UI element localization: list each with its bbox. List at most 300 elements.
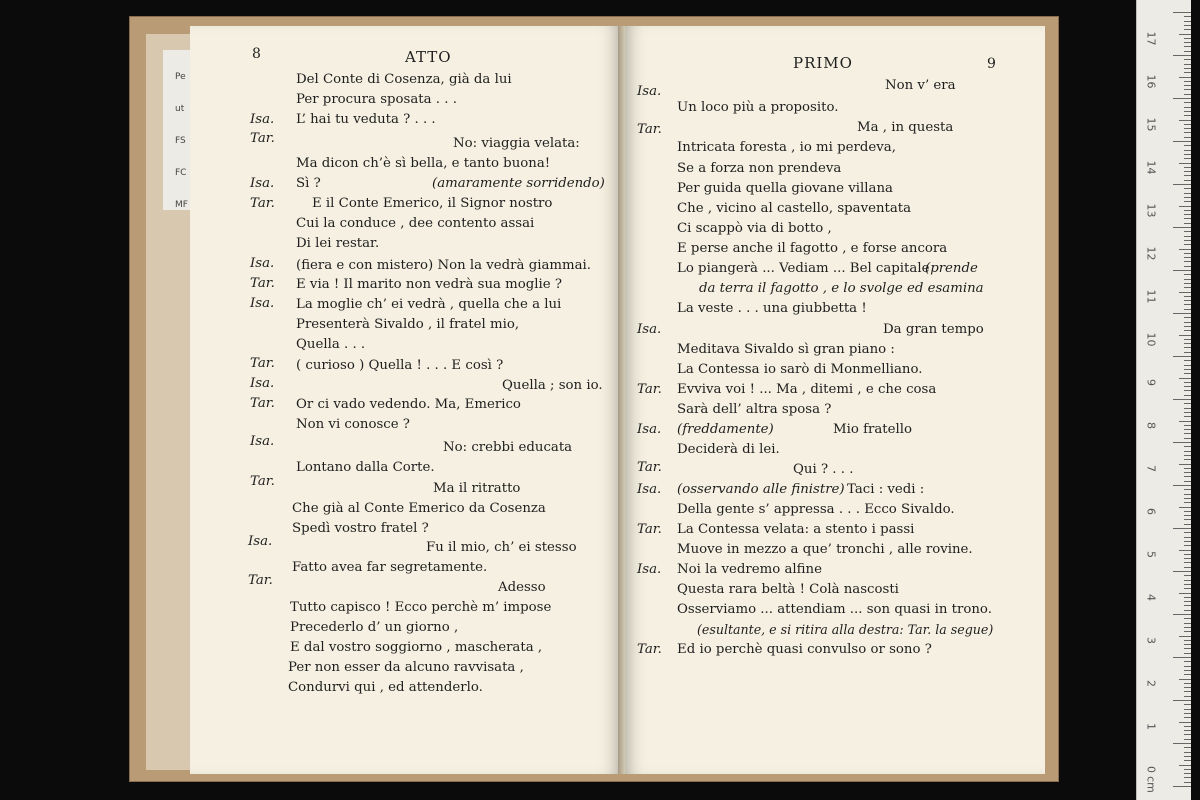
- right-page: [625, 26, 1045, 774]
- right-line-15: Meditava Sivaldo sì gran piano :: [677, 342, 895, 357]
- ruler-tick: [1184, 601, 1191, 602]
- ruler-label-15: 15: [1144, 117, 1158, 132]
- ruler-tick: [1184, 132, 1191, 133]
- right-line-9: E perse anche il fagotto , e forse ancora: [677, 241, 948, 256]
- ruler-tick: [1184, 752, 1191, 753]
- ruler-tick: [1184, 769, 1191, 770]
- ruler-tick: [1184, 223, 1191, 224]
- right-line-13: La veste . . . una giubbetta !: [677, 301, 867, 316]
- ruler-tick: [1184, 111, 1191, 112]
- right-line-3: Ma , in questa: [857, 120, 954, 135]
- right-line-5: Se a forza non prendeva: [677, 161, 842, 176]
- ruler-label-0: 0: [1144, 766, 1158, 773]
- ruler-tick: [1184, 554, 1191, 555]
- left-speaker-20: Isa.: [250, 434, 275, 449]
- right-line-22: Qui ? . . .: [793, 462, 854, 477]
- ruler-tick: [1184, 567, 1191, 568]
- ruler-tick: [1184, 429, 1191, 430]
- right-speaker-1: Isa.: [637, 84, 662, 99]
- left-line-27: Adesso: [498, 580, 546, 595]
- ruler-tick: [1184, 446, 1191, 447]
- left-line-21: Lontano dalla Corte.: [296, 460, 435, 475]
- ruler-tick: [1184, 412, 1191, 413]
- ruler-label-17: 17: [1144, 31, 1158, 46]
- right-line-12: da terra il fagotto , e lo svolge ed esamina: [699, 281, 984, 296]
- left-line-2: Per procura sposata . . .: [296, 92, 457, 107]
- ruler-tick: [1184, 287, 1191, 288]
- ruler-tick: [1184, 300, 1191, 301]
- right-line-27: Muove in mezzo a que’ tronchi , alle rovine.: [677, 542, 973, 557]
- right-speaker-14: Isa.: [637, 322, 662, 337]
- left-line-20: No: crebbi educata: [443, 440, 573, 455]
- ruler-tick: [1184, 623, 1191, 624]
- ruler-tick: [1184, 322, 1191, 323]
- ruler-label-11: 11: [1144, 289, 1158, 304]
- ruler-tick: [1173, 12, 1191, 13]
- right-speaker-19: Isa.: [637, 422, 662, 437]
- ruler-tick: [1184, 511, 1191, 512]
- left-page-header: ATTO: [405, 48, 452, 66]
- ruler-tick: [1184, 81, 1191, 82]
- ruler-tick: [1179, 722, 1191, 723]
- ruler-tick: [1184, 274, 1191, 275]
- right-speaker-28: Isa.: [637, 562, 662, 577]
- ruler-tick: [1184, 459, 1191, 460]
- ruler-tick: [1184, 59, 1191, 60]
- ruler-tick: [1184, 304, 1191, 305]
- ruler-tick: [1184, 21, 1191, 22]
- ruler-tick: [1184, 562, 1191, 563]
- left-line-1: Del Conte di Cosenza, già da lui: [296, 72, 512, 87]
- left-speaker-22: Tar.: [250, 474, 275, 489]
- left-speaker-3: Isa.: [250, 112, 275, 127]
- ruler-tick: [1184, 128, 1191, 129]
- right-line-19: (freddamente): [677, 422, 774, 437]
- ruler-tick: [1173, 485, 1191, 486]
- ruler-tick: [1173, 55, 1191, 56]
- ruler-tick: [1184, 218, 1191, 219]
- ruler-tick: [1184, 734, 1191, 735]
- left-line-8: E il Conte Emerico, il Signor nostro: [312, 196, 553, 211]
- left-line-28: Tutto capisco ! Ecco perchè m’ impose: [290, 600, 552, 615]
- ruler-tick: [1173, 786, 1191, 787]
- ruler-tick: [1184, 16, 1191, 17]
- left-line-10: Di lei restar.: [296, 236, 380, 251]
- ruler-tick: [1179, 464, 1191, 465]
- left-line-9: Cui la conduce , dee contento assai: [296, 216, 535, 231]
- measurement-ruler: [1136, 0, 1191, 800]
- ruler-tick: [1184, 644, 1191, 645]
- ruler-tick: [1184, 137, 1191, 138]
- left-speaker-25: Isa.: [248, 534, 273, 549]
- ruler-tick: [1184, 343, 1191, 344]
- ruler-tick: [1184, 709, 1191, 710]
- slip-text-1: Pe: [175, 72, 186, 82]
- ruler-tick: [1179, 679, 1191, 680]
- ruler-label-6: 6: [1144, 508, 1158, 515]
- ruler-tick: [1184, 610, 1191, 611]
- ruler-unit: cm: [1144, 776, 1158, 793]
- ruler-tick: [1184, 317, 1191, 318]
- ruler-tick: [1184, 85, 1191, 86]
- right-line-4: Intricata foresta , io mi perdeva,: [677, 140, 896, 155]
- right-line-14: Da gran tempo: [883, 322, 984, 337]
- ruler-tick: [1184, 210, 1191, 211]
- ruler-tick: [1173, 657, 1191, 658]
- right-speaker-17: Tar.: [637, 382, 662, 397]
- left-line-32: Condurvi qui , ed attenderlo.: [288, 680, 483, 695]
- left-line-24: Spedì vostro fratel ?: [292, 521, 429, 536]
- ruler-tick: [1184, 68, 1191, 69]
- ruler-tick: [1184, 498, 1191, 499]
- ruler-tick: [1184, 167, 1191, 168]
- ruler-tick: [1184, 666, 1191, 667]
- ruler-label-1: 1: [1144, 723, 1158, 730]
- left-line-3: L’ hai tu veduta ? . . .: [296, 112, 436, 127]
- left-line-16: ( curioso ) Quella ! . . . E così ?: [296, 358, 504, 373]
- ruler-tick: [1184, 481, 1191, 482]
- ruler-tick: [1184, 532, 1191, 533]
- right-line-1: Non v’ era: [885, 78, 956, 93]
- left-speaker-16: Tar.: [250, 356, 275, 371]
- right-speaker-3: Tar.: [637, 122, 662, 137]
- ruler-tick: [1184, 261, 1191, 262]
- ruler-tick: [1184, 730, 1191, 731]
- ruler-tick: [1184, 455, 1191, 456]
- ruler-tick: [1184, 726, 1191, 727]
- ruler-tick: [1184, 158, 1191, 159]
- left-speaker-13: Isa.: [250, 296, 275, 311]
- ruler-tick: [1184, 89, 1191, 90]
- ruler-tick: [1184, 51, 1191, 52]
- right-line-18: Sarà dell’ altra sposa ?: [677, 402, 832, 417]
- ruler-tick: [1184, 777, 1191, 778]
- ruler-label-3: 3: [1144, 637, 1158, 644]
- left-line-26: Fatto avea far segretamente.: [292, 560, 488, 575]
- ruler-tick: [1184, 408, 1191, 409]
- ruler-label-12: 12: [1144, 246, 1158, 261]
- ruler-tick: [1184, 72, 1191, 73]
- left-line-29: Precederlo d’ un giorno ,: [290, 620, 459, 635]
- ruler-tick: [1184, 661, 1191, 662]
- ruler-tick: [1184, 584, 1191, 585]
- slip-text-4: FC: [175, 168, 187, 178]
- left-speaker-8: Tar.: [250, 196, 275, 211]
- ruler-tick: [1179, 378, 1191, 379]
- ruler-tick: [1184, 244, 1191, 245]
- left-line-5: Ma dicon ch’è sì bella, e tanto buona!: [296, 156, 551, 171]
- left-line-18: Or ci vado vedendo. Ma, Emerico: [296, 397, 521, 412]
- left-speaker-18: Tar.: [250, 396, 275, 411]
- ruler-tick: [1184, 519, 1191, 520]
- ruler-tick: [1184, 687, 1191, 688]
- left-line-4: No: viaggia velata:: [453, 136, 580, 151]
- right-line-17: Evviva voi ! ... Ma , ditemi , e che cosa: [677, 382, 937, 397]
- ruler-tick: [1179, 636, 1191, 637]
- ruler-tick: [1184, 386, 1191, 387]
- slip-text-2: ut: [175, 104, 185, 114]
- ruler-tick: [1179, 507, 1191, 508]
- ruler-tick: [1184, 416, 1191, 417]
- ruler-tick: [1184, 494, 1191, 495]
- ruler-tick: [1179, 593, 1191, 594]
- right-line-20: Mio fratello: [833, 422, 913, 437]
- ruler-tick: [1184, 360, 1191, 361]
- ruler-tick: [1184, 438, 1191, 439]
- ruler-tick: [1184, 575, 1191, 576]
- right-speaker-23: Isa.: [637, 482, 662, 497]
- right-line-16: La Contessa io sarò di Monmelliano.: [677, 362, 923, 377]
- ruler-tick: [1173, 227, 1191, 228]
- ruler-tick: [1184, 696, 1191, 697]
- left-line-25: Fu il mio, ch’ ei stesso: [426, 540, 577, 555]
- right-line-26: La Contessa velata: a stento i passi: [677, 522, 915, 537]
- ruler-tick: [1184, 201, 1191, 202]
- ruler-tick: [1184, 640, 1191, 641]
- ruler-tick: [1184, 627, 1191, 628]
- right-line-8: Ci scappò via di botto ,: [677, 221, 832, 236]
- ruler-tick: [1184, 580, 1191, 581]
- ruler-tick: [1184, 64, 1191, 65]
- ruler-tick: [1184, 683, 1191, 684]
- ruler-tick: [1184, 124, 1191, 125]
- left-speaker-11: Isa.: [250, 256, 275, 271]
- right-line-7: Che , vicino al castello, spaventata: [677, 201, 912, 216]
- left-speaker-27: Tar.: [248, 573, 273, 588]
- ruler-tick: [1179, 120, 1191, 121]
- ruler-tick: [1184, 240, 1191, 241]
- ruler-tick: [1184, 541, 1191, 542]
- ruler-tick: [1184, 253, 1191, 254]
- ruler-label-13: 13: [1144, 203, 1158, 218]
- ruler-tick: [1179, 77, 1191, 78]
- ruler-label-14: 14: [1144, 160, 1158, 175]
- ruler-tick: [1184, 747, 1191, 748]
- ruler-tick: [1184, 395, 1191, 396]
- right-line-28: Noi la vedremo alfine: [677, 562, 822, 577]
- ruler-label-4: 4: [1144, 594, 1158, 601]
- ruler-tick: [1184, 468, 1191, 469]
- ruler-tick: [1179, 292, 1191, 293]
- right-line-31: (esultante, e si ritira alla destra: Tar. la segue): [697, 622, 994, 637]
- right-page-number: 9: [987, 56, 996, 72]
- left-line-22: Ma il ritratto: [433, 481, 521, 496]
- ruler-tick: [1184, 489, 1191, 490]
- ruler-tick: [1184, 330, 1191, 331]
- ruler-tick: [1184, 296, 1191, 297]
- ruler-tick: [1173, 700, 1191, 701]
- right-line-29: Questa rara beltà ! Colà nascosti: [677, 582, 899, 597]
- slip-text-5: MF: [175, 200, 188, 210]
- ruler-tick: [1184, 115, 1191, 116]
- ruler-tick: [1184, 42, 1191, 43]
- ruler-tick: [1184, 631, 1191, 632]
- right-line-23: (osservando alle finistre): [677, 482, 845, 497]
- ruler-tick: [1173, 614, 1191, 615]
- ruler-tick: [1184, 433, 1191, 434]
- ruler-tick: [1184, 545, 1191, 546]
- right-line-6: Per guida quella giovane villana: [677, 181, 893, 196]
- ruler-tick: [1184, 150, 1191, 151]
- ruler-tick: [1179, 163, 1191, 164]
- left-line-12: E via ! Il marito non vedrà sua moglie ?: [296, 277, 563, 292]
- ruler-tick: [1184, 347, 1191, 348]
- left-line-7: (amaramente sorridendo): [432, 176, 605, 191]
- ruler-tick: [1184, 29, 1191, 30]
- left-page: [190, 26, 620, 774]
- ruler-tick: [1184, 382, 1191, 383]
- ruler-tick: [1184, 472, 1191, 473]
- ruler-tick: [1184, 756, 1191, 757]
- ruler-label-2: 2: [1144, 680, 1158, 687]
- left-speaker-12: Tar.: [250, 276, 275, 291]
- ruler-tick: [1179, 550, 1191, 551]
- ruler-tick: [1179, 335, 1191, 336]
- ruler-tick: [1184, 739, 1191, 740]
- ruler-tick: [1179, 249, 1191, 250]
- ruler-tick: [1184, 102, 1191, 103]
- ruler-tick: [1184, 537, 1191, 538]
- right-line-2: Un loco più a proposito.: [677, 100, 839, 115]
- ruler-tick: [1184, 257, 1191, 258]
- right-line-21: Deciderà di lei.: [677, 442, 780, 457]
- ruler-tick: [1184, 175, 1191, 176]
- ruler-tick: [1184, 365, 1191, 366]
- ruler-tick: [1184, 283, 1191, 284]
- left-line-6: Sì ?: [296, 176, 321, 191]
- ruler-tick: [1173, 528, 1191, 529]
- ruler-tick: [1184, 236, 1191, 237]
- ruler-tick: [1184, 154, 1191, 155]
- left-line-11: (fiera e con mistero) Non la vedrà giammai.: [296, 258, 592, 273]
- ruler-tick: [1184, 782, 1191, 783]
- ruler-tick: [1184, 107, 1191, 108]
- ruler-tick: [1184, 653, 1191, 654]
- ruler-tick: [1184, 38, 1191, 39]
- ruler-tick: [1179, 206, 1191, 207]
- ruler-label-10: 10: [1144, 332, 1158, 347]
- ruler-tick: [1184, 373, 1191, 374]
- ruler-tick: [1184, 309, 1191, 310]
- ruler-tick: [1184, 339, 1191, 340]
- left-line-23: Che già al Conte Emerico da Cosenza: [292, 501, 546, 516]
- ruler-tick: [1184, 515, 1191, 516]
- ruler-tick: [1173, 442, 1191, 443]
- ruler-tick: [1184, 197, 1191, 198]
- ruler-tick: [1184, 266, 1191, 267]
- ruler-tick: [1184, 597, 1191, 598]
- slip-text-3: FS: [175, 136, 186, 146]
- ruler-tick: [1184, 760, 1191, 761]
- ruler-tick: [1184, 279, 1191, 280]
- ruler-tick: [1173, 141, 1191, 142]
- left-speaker-6: Isa.: [250, 176, 275, 191]
- ruler-tick: [1184, 180, 1191, 181]
- ruler-tick: [1184, 717, 1191, 718]
- ruler-tick: [1184, 618, 1191, 619]
- ruler-tick: [1184, 691, 1191, 692]
- ruler-tick: [1184, 214, 1191, 215]
- left-page-number: 8: [252, 46, 261, 62]
- right-line-11: (prende: [925, 261, 978, 276]
- ruler-tick: [1173, 270, 1191, 271]
- right-page-header: PRIMO: [793, 54, 853, 72]
- ruler-tick: [1173, 399, 1191, 400]
- ruler-tick: [1184, 94, 1191, 95]
- ruler-tick: [1184, 704, 1191, 705]
- ruler-tick: [1184, 524, 1191, 525]
- left-line-19: Non vi conosce ?: [296, 417, 410, 432]
- ruler-label-9: 9: [1144, 379, 1158, 386]
- left-speaker-4: Tar.: [250, 131, 275, 146]
- ruler-tick: [1184, 326, 1191, 327]
- library-slip: [163, 50, 191, 210]
- left-speaker-17: Isa.: [250, 376, 275, 391]
- ruler-tick: [1179, 34, 1191, 35]
- ruler-tick: [1173, 98, 1191, 99]
- ruler-tick: [1184, 773, 1191, 774]
- left-line-14: Presenterà Sivaldo , il fratel mio,: [296, 317, 520, 332]
- ruler-label-8: 8: [1144, 422, 1158, 429]
- ruler-tick: [1173, 743, 1191, 744]
- right-speaker-32: Tar.: [637, 642, 662, 657]
- ruler-tick: [1184, 193, 1191, 194]
- ruler-tick: [1179, 765, 1191, 766]
- ruler-tick: [1173, 313, 1191, 314]
- ruler-tick: [1173, 571, 1191, 572]
- right-line-32: Ed io perchè quasi convulso or sono ?: [677, 642, 932, 657]
- ruler-tick: [1184, 558, 1191, 559]
- right-speaker-26: Tar.: [637, 522, 662, 537]
- ruler-tick: [1173, 184, 1191, 185]
- ruler-tick: [1184, 403, 1191, 404]
- ruler-tick: [1184, 451, 1191, 452]
- ruler-tick: [1184, 369, 1191, 370]
- right-speaker-22: Tar.: [637, 460, 662, 475]
- left-line-30: E dal vostro soggiorno , mascherata ,: [290, 640, 543, 655]
- right-line-10: Lo piangerà ... Vediam ... Bel capitale: [677, 261, 930, 276]
- ruler-tick: [1184, 188, 1191, 189]
- ruler-tick: [1184, 588, 1191, 589]
- ruler-tick: [1184, 46, 1191, 47]
- ruler-tick: [1184, 476, 1191, 477]
- ruler-tick: [1184, 231, 1191, 232]
- right-line-30: Osserviamo ... attendiam ... son quasi in trono.: [677, 602, 992, 617]
- right-line-25: Della gente s’ appressa . . . Ecco Sivaldo.: [677, 502, 955, 517]
- ruler-tick: [1184, 171, 1191, 172]
- ruler-tick: [1184, 605, 1191, 606]
- left-line-15: Quella . . .: [296, 337, 366, 352]
- ruler-tick: [1179, 421, 1191, 422]
- ruler-tick: [1184, 390, 1191, 391]
- ruler-tick: [1184, 670, 1191, 671]
- left-line-17: Quella ; son io.: [502, 378, 603, 393]
- ruler-label-16: 16: [1144, 74, 1158, 89]
- ruler-tick: [1184, 674, 1191, 675]
- left-line-13: La moglie ch’ ei vedrà , quella che a lui: [296, 297, 562, 312]
- right-line-24: Taci : vedi :: [847, 482, 925, 497]
- ruler-tick: [1184, 425, 1191, 426]
- ruler-tick: [1184, 352, 1191, 353]
- ruler-label-7: 7: [1144, 465, 1158, 472]
- ruler-tick: [1173, 356, 1191, 357]
- ruler-tick: [1184, 713, 1191, 714]
- ruler-tick: [1184, 145, 1191, 146]
- ruler-tick: [1184, 502, 1191, 503]
- ruler-tick: [1184, 648, 1191, 649]
- left-line-31: Per non esser da alcuno ravvisata ,: [288, 660, 524, 675]
- ruler-tick: [1184, 25, 1191, 26]
